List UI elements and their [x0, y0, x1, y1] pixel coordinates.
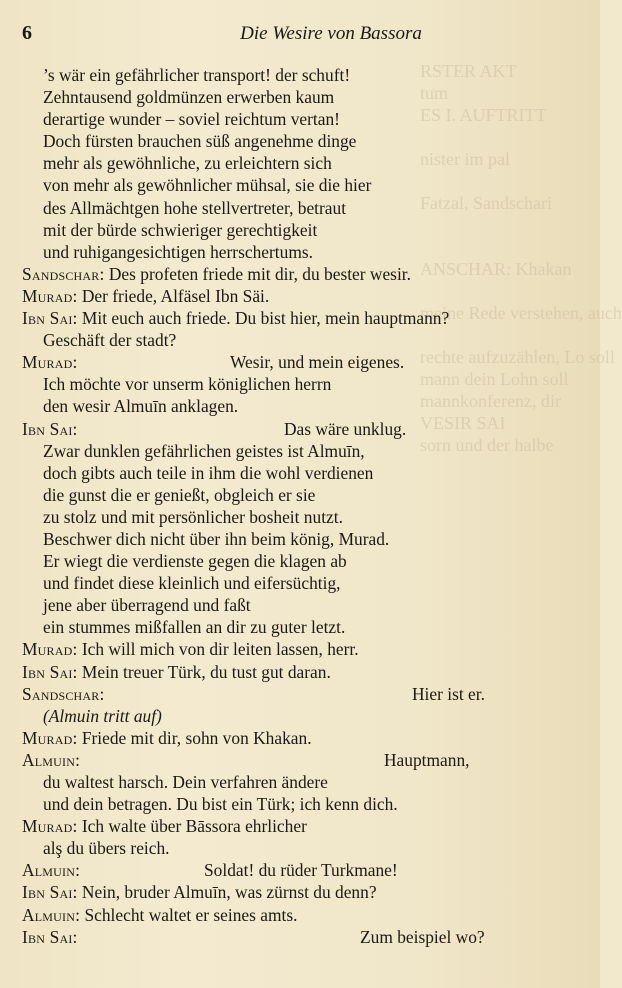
speech-line [22, 749, 567, 771]
show-through-line: mannkonferenz, dir [420, 391, 561, 411]
speech-line [22, 638, 567, 660]
speaker-name: Almuin: [22, 860, 81, 881]
verse-line [22, 506, 567, 528]
line-text: Das wäre unklug. [284, 418, 407, 439]
line-text: alş du übers reich. [43, 838, 170, 859]
line-text: derartige wunder – soviel reichtum vertan! [43, 109, 340, 130]
line-text: mit der bürde schwieriger gerechtigkeit [43, 219, 318, 240]
speaker-name: Sandschar: [22, 683, 105, 704]
verse-line [22, 462, 567, 484]
speech-line [22, 285, 567, 307]
verse-line [22, 373, 567, 395]
stage-direction: (Almuin tritt auf) [43, 705, 162, 726]
show-through-line: ES I. AUFTRITT [420, 105, 547, 125]
running-title: Die Wesire von Bassora [240, 23, 422, 44]
speaker-name: Ibn Sai: [22, 661, 78, 682]
verse-line [22, 241, 567, 263]
verse-line [22, 174, 567, 196]
verse-line [22, 616, 567, 638]
line-text: Zum beispiel wo? [360, 926, 485, 947]
speaker-name: Ibn Sai: [22, 926, 78, 947]
line-text: die gunst die er genießt, obgleich er sie [43, 484, 316, 505]
line-text: Zehntausend goldmünzen erwerben kaum [43, 87, 335, 108]
line-text: jene aber überragend und faßt [43, 595, 251, 616]
line-text: Wesir, und mein eigenes. [230, 352, 405, 373]
show-through-line: sorn und der halbe [420, 435, 554, 455]
line-text: Ich walte über Bāssora ehrlicher [77, 816, 307, 837]
line-text: Hauptmann, [384, 749, 470, 770]
speaker-name: Ibn Sai: [22, 418, 78, 439]
line-text: Nein, bruder Almuīn, was zürnst du denn? [77, 882, 377, 903]
play-text [22, 64, 567, 948]
line-text: doch gibts auch teile in ihm die wohl verdienen [43, 462, 374, 483]
speech-line [22, 263, 567, 285]
speech-line [22, 351, 567, 373]
verse-line [22, 86, 567, 108]
line-text: Der friede, Alfäsel Ibn Säi. [77, 285, 270, 306]
show-through-line: Fatzal, Sandschari [420, 193, 552, 213]
show-through-line: mann dein Lohn soll [420, 369, 569, 389]
line-text: ein stummes mißfallen an dir zu guter letzt. [43, 617, 346, 638]
show-through-line: rechte aufzuzählen, Lo soll [420, 347, 615, 367]
page-header [22, 22, 560, 48]
speech-line [22, 926, 567, 948]
verse-line [22, 329, 567, 351]
line-text: ’s wär ein gefährlicher transport! der schuft! [43, 65, 351, 85]
verse-line [22, 528, 567, 550]
line-text: Mit euch auch friede. Du bist hier, mein hauptmann? [77, 308, 450, 329]
line-text: Geschäft der stadt? [43, 330, 177, 351]
speech-line [22, 661, 567, 683]
line-text: Schlecht waltet er seines amts. [80, 904, 298, 925]
line-text: Zwar dunklen gefährlichen geistes ist Almuīn, [43, 440, 365, 461]
line-text: Ich will mich von dir leiten lassen, herr. [77, 639, 359, 660]
verse-line [22, 64, 567, 86]
line-text: von mehr als gewöhnlicher mühsal, sie die hier [43, 175, 372, 196]
speech-line [22, 727, 567, 749]
show-through-line: tum [420, 83, 449, 103]
line-text: Doch fürsten brauchen süß angenehme dinge [43, 131, 357, 152]
speaker-name: Murad: [22, 352, 78, 373]
line-text: Ich möchte vor unserm königlichen herrn [43, 374, 332, 395]
verse-line [22, 484, 567, 506]
line-text: zu stolz und mit persönlicher bosheit nutzt. [43, 506, 343, 527]
speech-line [22, 859, 567, 881]
line-text: Beschwer dich nicht über ihn beim könig, Murad. [43, 528, 390, 549]
line-text: Friede mit dir, sohn von Khakan. [77, 727, 312, 748]
line-text: mehr als gewöhnliche, zu erleichtern sich [43, 153, 332, 174]
verse-line [22, 594, 567, 616]
speaker-name: Murad: [22, 816, 78, 837]
speaker-name: Ibn Sai: [22, 308, 78, 329]
line-text: und dein betragen. Du bist ein Türk; ich kenn dich. [43, 794, 398, 815]
line-text: Er wiegt die verdienste gegen die klagen ab [43, 551, 347, 572]
verse-line [22, 550, 567, 572]
verse-line [22, 395, 567, 417]
speaker-name: Murad: [22, 727, 78, 748]
verse-line [22, 219, 567, 241]
speaker-name: Sandschar: [22, 263, 105, 284]
verse-line [22, 152, 567, 174]
verse-line [22, 572, 567, 594]
line-text: du waltest harsch. Dein verfahren ändere [43, 772, 328, 792]
speech-line [22, 418, 567, 440]
speaker-name: Almuin: [22, 904, 81, 925]
line-text: und findet diese kleinlich und eifersüchtig, [43, 573, 341, 594]
verse-line [22, 108, 567, 130]
show-through-line: RSTER AKT [420, 61, 517, 81]
line-text: Soldat! du rüder Turkmane! [204, 860, 398, 881]
verse-line [22, 440, 567, 462]
speaker-name: Murad: [22, 285, 78, 306]
line-text: Des profeten friede mit dir, du bester wesir. [104, 263, 411, 284]
speaker-name: Almuin: [22, 749, 81, 770]
show-through-line: meine Rede verstehen, auch [420, 303, 622, 323]
speech-line [22, 307, 567, 329]
line-text: des Allmächtgen hohe stellvertreter, betraut [43, 197, 347, 218]
speaker-name: Murad: [22, 639, 78, 660]
verse-line [22, 793, 567, 815]
speaker-name: Ibn Sai: [22, 882, 78, 903]
speech-line [22, 881, 567, 903]
verse-line [22, 130, 567, 152]
line-text: den wesir Almuīn anklagen. [43, 396, 239, 417]
line-text: Hier ist er. [412, 683, 485, 704]
verse-line [22, 837, 567, 859]
verse-line [22, 771, 567, 793]
line-text: Mein treuer Türk, du tust gut daran. [77, 661, 331, 682]
speech-line [22, 683, 567, 705]
show-through-line: VESIR SAI [420, 413, 506, 433]
show-through-line: ANSCHAR: Khakan [420, 259, 572, 279]
line-text: und ruhigangesichtigen herrschertums. [43, 241, 313, 262]
verse-line [22, 197, 567, 219]
speech-line [22, 815, 567, 837]
speech-line [22, 904, 567, 926]
show-through-line: nister im pal [420, 149, 510, 169]
page-number: 6 [22, 22, 32, 44]
